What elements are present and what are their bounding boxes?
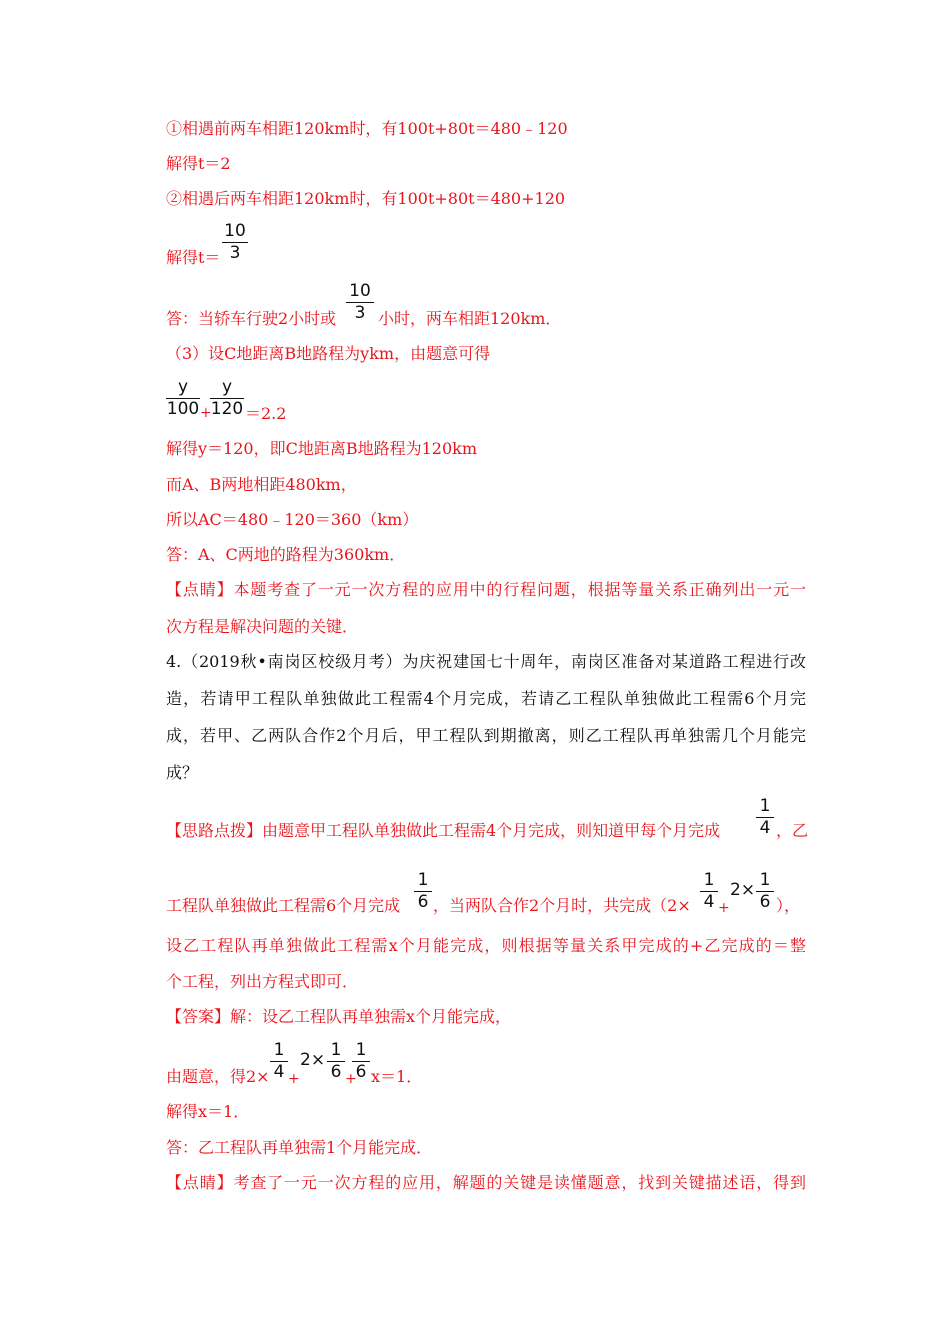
- solution-line: 解得t＝2: [166, 154, 231, 173]
- comment-line: 次方程是解决问题的关键．: [166, 617, 359, 636]
- comment-line: 【点睛】本题考查了一元一次方程的应用中的行程问题，根据等量关系正确列出一元一: [166, 580, 806, 599]
- fraction-denominator: 100: [166, 399, 200, 419]
- fraction-10-3: [346, 282, 374, 323]
- answer-line: x＝1．: [371, 1067, 423, 1086]
- hint-line: 工程队单独做此工程需6个月完成: [166, 896, 401, 915]
- fraction-numerator: y: [177, 377, 189, 397]
- hint-line: ，乙: [776, 821, 809, 840]
- fraction-denominator: 4: [273, 1062, 285, 1082]
- hint-line: ，当两队合作2个月时，共完成（2×: [433, 896, 691, 915]
- fraction-1-4: [756, 797, 774, 838]
- solution-line: 答：当轿车行驶2小时或: [166, 309, 337, 328]
- fraction-1-4: [270, 1041, 288, 1082]
- fraction-y-100: [166, 378, 200, 419]
- hint-line: 设乙工程队再单独做此工程需x个月能完成，则根据等量关系甲完成的+乙完成的＝整: [166, 936, 806, 955]
- hint-line: 个工程，列出方程式即可．: [166, 972, 359, 991]
- answer-line: 答：乙工程队再单独需1个月能完成．: [166, 1138, 433, 1157]
- fraction-denominator: 4: [759, 818, 771, 838]
- fraction-denominator: 6: [417, 892, 429, 912]
- fraction-numerator: 1: [355, 1040, 367, 1060]
- fraction-1-6: [756, 871, 774, 912]
- hint-line: ），: [776, 896, 801, 915]
- fraction-denominator: 6: [759, 892, 771, 912]
- solution-line: ①相遇前两车相距120km时，有100t+80t＝480﹣120: [166, 119, 568, 138]
- fraction-numerator: 1: [273, 1040, 285, 1060]
- plus-sign: +: [345, 1071, 357, 1087]
- answer-line: 解得x＝1．: [166, 1102, 250, 1121]
- fraction-numerator: y: [221, 377, 233, 397]
- solution-line: 解得t＝: [166, 248, 221, 267]
- fraction-denominator: 6: [330, 1062, 342, 1082]
- plus-sign: +: [718, 900, 730, 916]
- times-coefficient: 2×: [730, 880, 756, 900]
- fraction-denominator: 6: [355, 1062, 367, 1082]
- times-coefficient: 2×: [300, 1050, 326, 1070]
- answer-line: 【答案】解：设乙工程队再单独需x个月能完成，: [166, 1007, 512, 1026]
- question-line: 成，若甲、乙两队合作2个月后，甲工程队到期撤离，则乙工程队再单独需几个月能完: [166, 726, 806, 745]
- fraction-denominator: 3: [354, 303, 366, 323]
- solution-line: （3）设C地距离B地路程为ykm，由题意可得: [166, 344, 491, 363]
- solution-line: ②相遇后两车相距120km时，有100t+80t＝480+120: [166, 189, 566, 208]
- fraction-10-3: [222, 222, 248, 263]
- fraction-numerator: 1: [759, 796, 771, 816]
- solution-line: 所以AC＝480﹣120＝360（km）: [166, 510, 419, 529]
- answer-line: 由题意，得2×: [166, 1067, 270, 1086]
- question-line: 4.（2019秋•南岗区校级月考）为庆祝建国七十周年，南岗区准备对某道路工程进行改: [166, 652, 806, 671]
- fraction-numerator: 10: [224, 221, 246, 241]
- solution-line: 而A、B两地相距480km，: [166, 475, 357, 494]
- plus-sign: +: [200, 405, 212, 421]
- comment-line: 【点睛】考查了一元一次方程的应用，解题的关键是读懂题意，找到关键描述语，得到: [166, 1173, 806, 1192]
- fraction-numerator: 1: [759, 870, 771, 890]
- plus-sign: +: [288, 1071, 300, 1087]
- question-line: 造，若请甲工程队单独做此工程需4个月完成，若请乙工程队单独做此工程需6个月完: [166, 689, 806, 708]
- fraction-numerator: 10: [349, 281, 371, 301]
- fraction-denominator: 4: [703, 892, 715, 912]
- fraction-numerator: 1: [417, 870, 429, 890]
- fraction-numerator: 1: [703, 870, 715, 890]
- solution-line: 答：A、C两地的路程为360km．: [166, 545, 406, 564]
- question-line: 成？: [166, 763, 199, 782]
- solution-line: ＝2.2: [245, 404, 287, 423]
- solution-line: 解得y＝120，即C地距离B地路程为120km: [166, 439, 477, 458]
- hint-line: 【思路点拨】由题意甲工程队单独做此工程需4个月完成，则知道甲每个月完成: [166, 821, 721, 840]
- fraction-1-6: [414, 871, 432, 912]
- solution-line: 小时，两车相距120km．: [378, 309, 562, 328]
- fraction-1-6: [352, 1041, 370, 1082]
- fraction-numerator: 1: [330, 1040, 342, 1060]
- fraction-1-6: [327, 1041, 345, 1082]
- fraction-1-4: [700, 871, 718, 912]
- fraction-y-120: [210, 378, 244, 419]
- fraction-denominator: 120: [210, 399, 244, 419]
- fraction-denominator: 3: [229, 243, 241, 263]
